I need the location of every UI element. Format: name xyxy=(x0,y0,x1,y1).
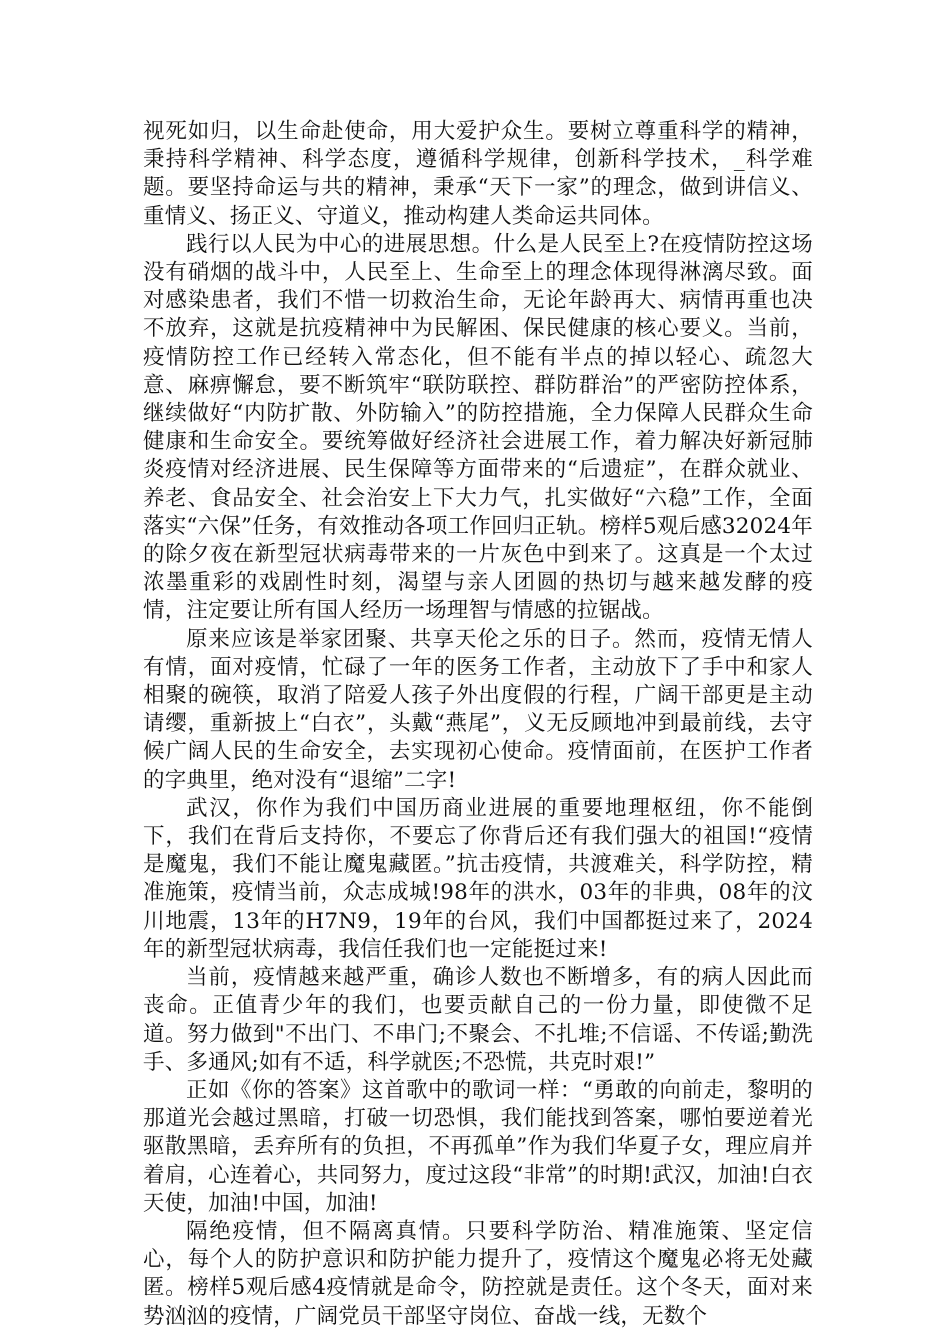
paragraph-6: 正如《你的答案》这首歌中的歌词一样：“勇敢的向前走，黎明的那道光会越过黑暗，打破一切恐惧，我们能找到答案，哪怕要逆着光驱散黑暗，丢弃所有的负担，不再孤单”作为我们华夏子女，理应肩并着肩，心连着心，共同努力，度过这段“非常”的时期!武汉，加油!白衣天使，加油!中国，加油! xyxy=(143,1077,813,1216)
document-body xyxy=(143,118,813,1331)
paragraph-4: 武汉，你作为我们中国历商业进展的重要地理枢纽，你不能倒下，我们在背后支持你，不要忘了你背后还有我们强大的祖国!“疫情是魔鬼，我们不能让魔鬼藏匿。”抗击疫情，共渡难关，科学防控，精准施策，疫情当前，众志成城!98年的洪水，03年的非典，08年的汶川地震，13年的H7N9，19年的台风，我们中国都挺过来了，2024年的新型冠状病毒，我信任我们也一定能挺过来! xyxy=(143,795,813,962)
paragraph-2: 践行以人民为中心的进展思想。什么是人民至上?在疫情防控这场没有硝烟的战斗中，人民至上、生命至上的理念体现得淋漓尽致。面对感染患者，我们不惜一切救治生命，无论年龄再大、病情再重也决不放弃，这就是抗疫精神中为民解困、保民健康的核心要义。当前，疫情防控工作已经转入常态化，但不能有半点的掉以轻心、疏忽大意、麻痹懈怠，要不断筑牢“联防联控、群防群治”的严密防控体系，继续做好“内防扩散、外防输入”的防控措施，全力保障人民群众生命健康和生命安全。要统筹做好经济社会进展工作，着力解决好新冠肺炎疫情对经济进展、民生保障等方面带来的“后遗症”，在群众就业、养老、食品安全、社会治安上下大力气，扎实做好“六稳”工作，全面落实“六保”任务，有效推动各项工作回归正轨。榜样5观后感32024年的除夕夜在新型冠状病毒带来的一片灰色中到来了。这真是一个太过浓墨重彩的戏剧性时刻，渴望与亲人团圆的热切与越来越发酵的疫情，注定要让所有国人经历一场理智与情感的拉锯战。 xyxy=(143,231,813,624)
paragraph-3: 原来应该是举家团聚、共享天伦之乐的日子。然而，疫情无情人有情，面对疫情，忙碌了一年的医务工作者，主动放下了手中和家人相聚的碗筷，取消了陪爱人孩子外出度假的行程，广阔干部更是主动请缨，重新披上“白衣”，头戴“燕尾”，义无反顾地冲到最前线，去守候广阔人民的生命安全，去实现初心使命。疫情面前，在医护工作者的字典里，绝对没有“退缩”二字! xyxy=(143,626,813,793)
paragraph-1: 视死如归，以生命赴使命，用大爱护众生。要树立尊重科学的精神，秉持科学精神、科学态度，遵循科学规律，创新科学技术，_科学难题。要坚持命运与共的精神，秉承“天下一家”的理念，做到讲信义、重情义、扬正义、守道义，推动构建人类命运共同体。 xyxy=(143,119,813,229)
paragraph-7: 隔绝疫情，但不隔离真情。只要科学防治、精准施策、坚定信心，每个人的防护意识和防护能力提升了，疫情这个魔鬼必将无处藏匿。榜样5观后感4疫情就是命令，防控就是责任。这个冬天，面对来势汹汹的疫情，广阔党员干部坚守岗位、奋战一线，无数个 xyxy=(143,1218,813,1329)
paragraph-5: 当前，疫情越来越严重，确诊人数也不断增多，有的病人因此而丧命。正值青少年的我们，也要贡献自己的一份力量，即使微不足道。努力做到"不出门、不串门;不聚会、不扎堆;不信谣、不传谣;勤洗手、多通风;如有不适，科学就医;不恐慌，共克时艰!” xyxy=(143,965,813,1075)
